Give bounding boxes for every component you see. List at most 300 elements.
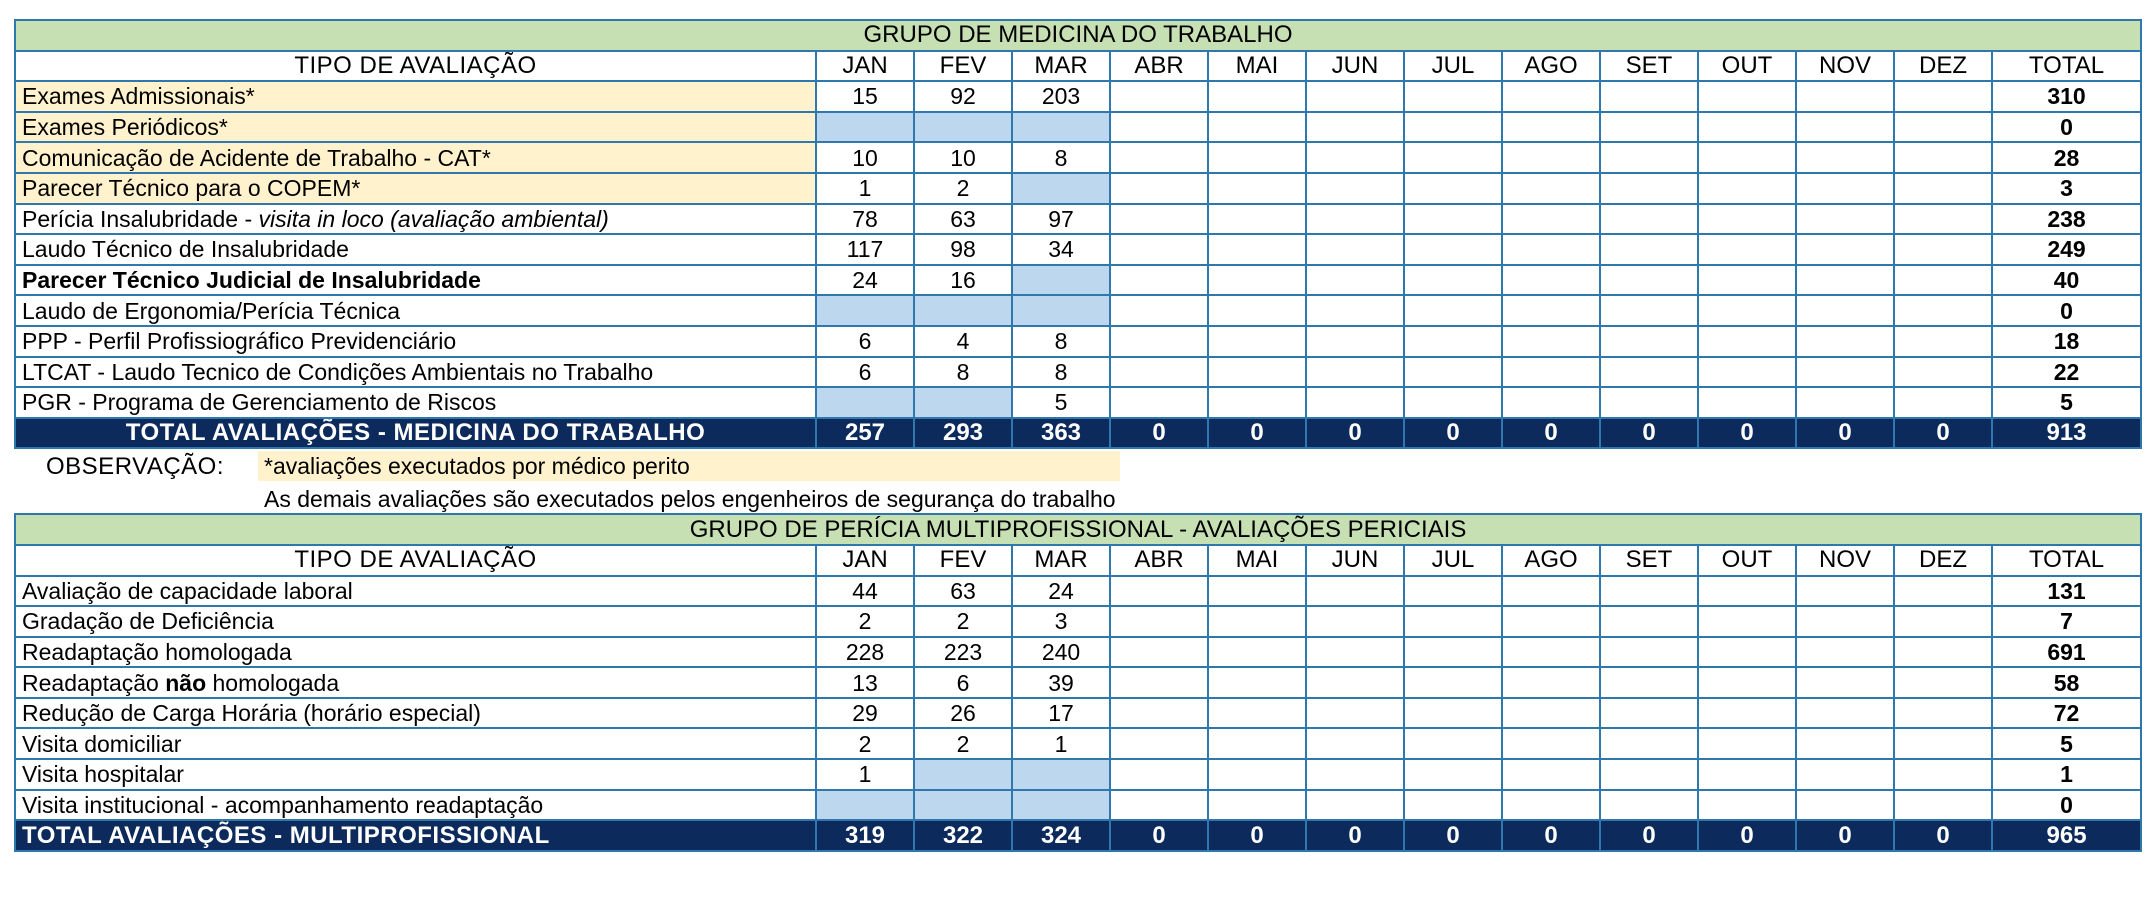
month-cell-empty [1796,667,1894,698]
month-cell-jan: 10 [816,142,914,173]
month-cell-empty [1894,606,1992,637]
total-month-value: 0 [1894,820,1992,851]
month-cell-empty [1110,326,1208,357]
spreadsheet [14,19,2140,852]
month-cell-empty [1502,265,1600,296]
month-header: MAR [1012,545,1110,576]
row-total: 28 [1992,142,2141,173]
month-cell-empty [1698,204,1796,235]
row-label: Visita domiciliar [15,728,816,759]
total-header: TOTAL [1992,51,2141,82]
total-month-value: 0 [1796,418,1894,449]
month-cell-empty [1208,204,1306,235]
month-cell-empty [1404,112,1502,143]
month-cell-empty [1208,81,1306,112]
total-month-value: 0 [1600,418,1698,449]
total-month-value: 0 [1110,820,1208,851]
total-row-label: TOTAL AVALIAÇÕES - MULTIPROFISSIONAL [15,820,816,851]
total-month-value: 322 [914,820,1012,851]
month-header: ABR [1110,51,1208,82]
month-header: NOV [1796,545,1894,576]
total-month-value: 0 [1306,418,1404,449]
month-cell-fev: 92 [914,81,1012,112]
month-header: ABR [1110,545,1208,576]
row-label: Exames Admissionais* [15,81,816,112]
month-cell-jan: 44 [816,576,914,607]
month-cell-empty [1698,112,1796,143]
row-label: Redução de Carga Horária (horário especial) [15,698,816,729]
month-cell-empty [1698,728,1796,759]
month-cell-empty [1796,576,1894,607]
month-cell-empty [1404,142,1502,173]
row-label-text: homologada [206,669,340,696]
total-row-label: TOTAL AVALIAÇÕES - MEDICINA DO TRABALHO [15,418,816,449]
row-label: Gradação de Deficiência [15,606,816,637]
month-header: DEZ [1894,51,1992,82]
month-cell-empty [1404,790,1502,821]
month-cell-empty [1894,81,1992,112]
month-cell-empty [1208,265,1306,296]
month-cell-jan: 15 [816,81,914,112]
month-header: FEV [914,545,1012,576]
month-cell-empty [1306,759,1404,790]
month-cell-empty [1894,112,1992,143]
month-cell-fev: 63 [914,576,1012,607]
month-cell-empty [1502,790,1600,821]
month-header: JUN [1306,51,1404,82]
table-row [15,637,2141,668]
month-cell-empty [1796,759,1894,790]
row-label-text: Perícia Insalubridade - [22,205,259,232]
month-cell-empty [1894,265,1992,296]
month-header: MAR [1012,51,1110,82]
month-cell-empty [1796,606,1894,637]
month-cell-fev: 8 [914,357,1012,388]
month-cell-fev: 98 [914,234,1012,265]
row-label: Avaliação de capacidade laboral [15,576,816,607]
month-cell-empty [1502,637,1600,668]
month-header: JAN [816,51,914,82]
observation-label: OBSERVAÇÃO: [46,453,224,481]
month-cell-jan [816,387,914,418]
row-total: 5 [1992,387,2141,418]
month-cell-mar: 5 [1012,387,1110,418]
month-cell-empty [1698,606,1796,637]
multiprofissional-title: GRUPO DE PERÍCIA MULTIPROFISSIONAL - AVALIAÇÕES PERICIAIS [15,514,2141,545]
grand-total-value: 965 [1992,820,2141,851]
month-cell-empty [1110,606,1208,637]
month-header: AGO [1502,545,1600,576]
month-cell-fev [914,112,1012,143]
month-cell-empty [1894,667,1992,698]
month-cell-empty [1110,204,1208,235]
row-total: 310 [1992,81,2141,112]
month-cell-empty [1698,173,1796,204]
month-cell-empty [1404,357,1502,388]
table-row [15,326,2141,357]
month-cell-empty [1502,173,1600,204]
table-row [15,387,2141,418]
month-cell-empty [1208,637,1306,668]
month-cell-empty [1110,790,1208,821]
month-cell-empty [1208,790,1306,821]
month-cell-jan: 117 [816,234,914,265]
month-cell-jan: 6 [816,326,914,357]
month-cell-jan: 78 [816,204,914,235]
month-cell-jan: 29 [816,698,914,729]
month-cell-empty [1796,265,1894,296]
total-month-value: 363 [1012,418,1110,449]
table-row [15,790,2141,821]
table-row [15,204,2141,235]
month-cell-empty [1894,637,1992,668]
month-cell-jan: 228 [816,637,914,668]
total-month-value: 0 [1208,820,1306,851]
total-header: TOTAL [1992,545,2141,576]
month-header: NOV [1796,51,1894,82]
month-cell-empty [1600,728,1698,759]
month-cell-empty [1796,112,1894,143]
month-cell-jan [816,295,914,326]
month-cell-empty [1110,387,1208,418]
month-cell-fev [914,387,1012,418]
total-month-value: 257 [816,418,914,449]
month-cell-empty [1110,295,1208,326]
month-cell-empty [1502,112,1600,143]
month-cell-empty [1796,81,1894,112]
month-cell-jan: 13 [816,667,914,698]
grand-total-value: 913 [1992,418,2141,449]
month-cell-empty [1796,357,1894,388]
month-cell-empty [1306,295,1404,326]
medicina-title: GRUPO DE MEDICINA DO TRABALHO [15,20,2141,51]
month-cell-empty [1600,667,1698,698]
month-cell-jan: 1 [816,173,914,204]
month-cell-empty [1600,112,1698,143]
month-cell-empty [1698,637,1796,668]
month-cell-empty [1600,295,1698,326]
row-label-italic: visita in loco (avaliação ambiental) [258,205,609,232]
month-cell-fev: 2 [914,606,1012,637]
month-cell-empty [1110,698,1208,729]
month-cell-empty [1600,357,1698,388]
month-cell-empty [1698,234,1796,265]
medicina-total-row [15,418,2141,449]
row-total: 131 [1992,576,2141,607]
month-cell-empty [1796,698,1894,729]
row-total: 7 [1992,606,2141,637]
month-cell-empty [1110,265,1208,296]
table-row [15,728,2141,759]
month-cell-fev: 6 [914,667,1012,698]
month-cell-empty [1404,295,1502,326]
month-cell-empty [1698,759,1796,790]
month-cell-empty [1600,790,1698,821]
table-row [15,759,2141,790]
month-header: JUL [1404,51,1502,82]
month-cell-empty [1404,265,1502,296]
month-cell-empty [1306,387,1404,418]
month-cell-empty [1894,790,1992,821]
month-cell-empty [1796,234,1894,265]
month-cell-empty [1698,698,1796,729]
month-cell-empty [1698,81,1796,112]
month-cell-fev [914,759,1012,790]
month-cell-empty [1796,326,1894,357]
month-cell-empty [1404,698,1502,729]
row-label: PPP - Perfil Profissiográfico Previdenciário [15,326,816,357]
month-cell-mar: 1 [1012,728,1110,759]
month-header: SET [1600,545,1698,576]
month-cell-empty [1110,173,1208,204]
month-cell-empty [1110,759,1208,790]
month-cell-mar [1012,112,1110,143]
total-month-value: 0 [1110,418,1208,449]
tipo-header: TIPO DE AVALIAÇÃO [15,51,816,82]
month-cell-empty [1600,759,1698,790]
month-header: SET [1600,51,1698,82]
month-cell-empty [1208,576,1306,607]
month-cell-empty [1796,173,1894,204]
row-total: 691 [1992,637,2141,668]
row-total: 22 [1992,357,2141,388]
month-cell-empty [1208,142,1306,173]
month-cell-empty [1404,576,1502,607]
month-cell-empty [1306,357,1404,388]
month-cell-empty [1502,667,1600,698]
month-cell-empty [1894,387,1992,418]
month-header: JUN [1306,545,1404,576]
month-header: AGO [1502,51,1600,82]
month-cell-mar: 17 [1012,698,1110,729]
month-cell-empty [1502,81,1600,112]
row-label: PGR - Programa de Gerenciamento de Riscos [15,387,816,418]
month-cell-empty [1404,326,1502,357]
total-month-value: 0 [1600,820,1698,851]
month-cell-empty [1698,265,1796,296]
table-row [15,295,2141,326]
month-cell-empty [1796,387,1894,418]
month-cell-empty [1600,326,1698,357]
month-cell-mar [1012,295,1110,326]
tipo-header: TIPO DE AVALIAÇÃO [15,545,816,576]
month-cell-fev [914,790,1012,821]
month-cell-empty [1600,576,1698,607]
month-cell-empty [1894,204,1992,235]
month-cell-empty [1110,112,1208,143]
row-total: 0 [1992,295,2141,326]
month-cell-fev: 26 [914,698,1012,729]
month-cell-mar: 240 [1012,637,1110,668]
total-month-value: 0 [1698,418,1796,449]
month-cell-empty [1404,728,1502,759]
multiprofissional-header-row [15,545,2141,576]
row-total: 40 [1992,265,2141,296]
month-cell-empty [1796,790,1894,821]
month-cell-empty [1502,728,1600,759]
month-cell-empty [1894,759,1992,790]
month-cell-empty [1502,326,1600,357]
month-cell-empty [1894,698,1992,729]
month-cell-empty [1306,790,1404,821]
row-label: Exames Periódicos* [15,112,816,143]
month-cell-mar: 97 [1012,204,1110,235]
table-row [15,265,2141,296]
month-cell-empty [1502,387,1600,418]
month-cell-mar [1012,759,1110,790]
month-cell-empty [1600,204,1698,235]
row-label: Laudo Técnico de Insalubridade [15,234,816,265]
multiprofissional-table [14,513,2142,852]
month-cell-empty [1894,326,1992,357]
month-cell-empty [1502,204,1600,235]
month-cell-empty [1600,698,1698,729]
month-cell-empty [1894,173,1992,204]
month-cell-empty [1894,728,1992,759]
month-cell-empty [1502,295,1600,326]
total-month-value: 0 [1502,418,1600,449]
month-cell-empty [1306,204,1404,235]
month-cell-empty [1110,234,1208,265]
row-total: 238 [1992,204,2141,235]
month-cell-empty [1404,637,1502,668]
month-header: OUT [1698,545,1796,576]
month-cell-empty [1306,265,1404,296]
row-label: Visita institucional - acompanhamento readaptação [15,790,816,821]
month-cell-empty [1600,234,1698,265]
month-cell-empty [1208,173,1306,204]
month-cell-mar: 39 [1012,667,1110,698]
row-label [15,204,816,235]
month-cell-fev: 10 [914,142,1012,173]
month-cell-mar: 34 [1012,234,1110,265]
multiprofissional-total-row [15,820,2141,851]
month-cell-empty [1796,295,1894,326]
month-cell-mar: 203 [1012,81,1110,112]
month-cell-empty [1306,173,1404,204]
month-cell-empty [1110,81,1208,112]
month-cell-fev [914,295,1012,326]
month-cell-empty [1306,667,1404,698]
medicina-header-row [15,51,2141,82]
month-cell-empty [1404,667,1502,698]
month-cell-empty [1306,698,1404,729]
month-cell-empty [1894,234,1992,265]
month-cell-empty [1306,234,1404,265]
medicina-table [14,19,2142,449]
month-cell-empty [1404,759,1502,790]
table-row [15,81,2141,112]
month-cell-mar [1012,265,1110,296]
month-cell-empty [1110,576,1208,607]
total-month-value: 293 [914,418,1012,449]
month-cell-empty [1698,667,1796,698]
month-cell-empty [1894,576,1992,607]
month-cell-empty [1600,265,1698,296]
table-row [15,173,2141,204]
month-cell-empty [1796,204,1894,235]
month-cell-empty [1796,637,1894,668]
month-cell-mar: 3 [1012,606,1110,637]
row-label: Visita hospitalar [15,759,816,790]
month-cell-empty [1306,81,1404,112]
row-total: 58 [1992,667,2141,698]
month-cell-jan [816,790,914,821]
table-row [15,667,2141,698]
row-total: 72 [1992,698,2141,729]
row-total: 0 [1992,112,2141,143]
month-cell-empty [1698,387,1796,418]
observation-note-medico: *avaliações executados por médico perito [258,451,1120,481]
month-cell-jan [816,112,914,143]
month-cell-empty [1404,387,1502,418]
table-row [15,606,2141,637]
row-label: Parecer Técnico para o COPEM* [15,173,816,204]
month-cell-mar [1012,790,1110,821]
month-cell-empty [1208,387,1306,418]
month-cell-empty [1502,606,1600,637]
month-cell-empty [1208,295,1306,326]
month-cell-empty [1306,576,1404,607]
total-month-value: 0 [1306,820,1404,851]
row-total: 0 [1992,790,2141,821]
month-cell-empty [1306,728,1404,759]
month-header: MAI [1208,545,1306,576]
month-cell-empty [1404,204,1502,235]
total-month-value: 319 [816,820,914,851]
month-cell-mar: 24 [1012,576,1110,607]
month-cell-empty [1208,606,1306,637]
month-cell-mar: 8 [1012,357,1110,388]
month-cell-empty [1796,142,1894,173]
row-label-bold: não [165,669,207,696]
month-cell-empty [1110,667,1208,698]
month-cell-empty [1306,606,1404,637]
table-row [15,234,2141,265]
row-total: 3 [1992,173,2141,204]
month-cell-empty [1698,142,1796,173]
month-cell-jan: 2 [816,606,914,637]
month-cell-empty [1208,326,1306,357]
row-label: Comunicação de Acidente de Trabalho - CAT* [15,142,816,173]
month-cell-empty [1110,728,1208,759]
row-label: Laudo de Ergonomia/Perícia Técnica [15,295,816,326]
month-cell-empty [1502,142,1600,173]
month-cell-mar: 8 [1012,142,1110,173]
total-month-value: 0 [1698,820,1796,851]
month-header: JAN [816,545,914,576]
month-cell-fev: 223 [914,637,1012,668]
month-cell-empty [1306,142,1404,173]
month-cell-empty [1600,81,1698,112]
month-cell-jan: 6 [816,357,914,388]
month-cell-empty [1208,234,1306,265]
row-label: LTCAT - Laudo Tecnico de Condições Ambientais no Trabalho [15,357,816,388]
month-cell-empty [1208,698,1306,729]
table-row [15,698,2141,729]
table-row [15,142,2141,173]
month-cell-mar: 8 [1012,326,1110,357]
month-cell-empty [1306,326,1404,357]
month-header: MAI [1208,51,1306,82]
month-cell-empty [1894,357,1992,388]
month-cell-empty [1502,698,1600,729]
month-cell-empty [1404,173,1502,204]
month-cell-empty [1110,142,1208,173]
table-row [15,112,2141,143]
month-cell-empty [1502,759,1600,790]
month-cell-fev: 16 [914,265,1012,296]
